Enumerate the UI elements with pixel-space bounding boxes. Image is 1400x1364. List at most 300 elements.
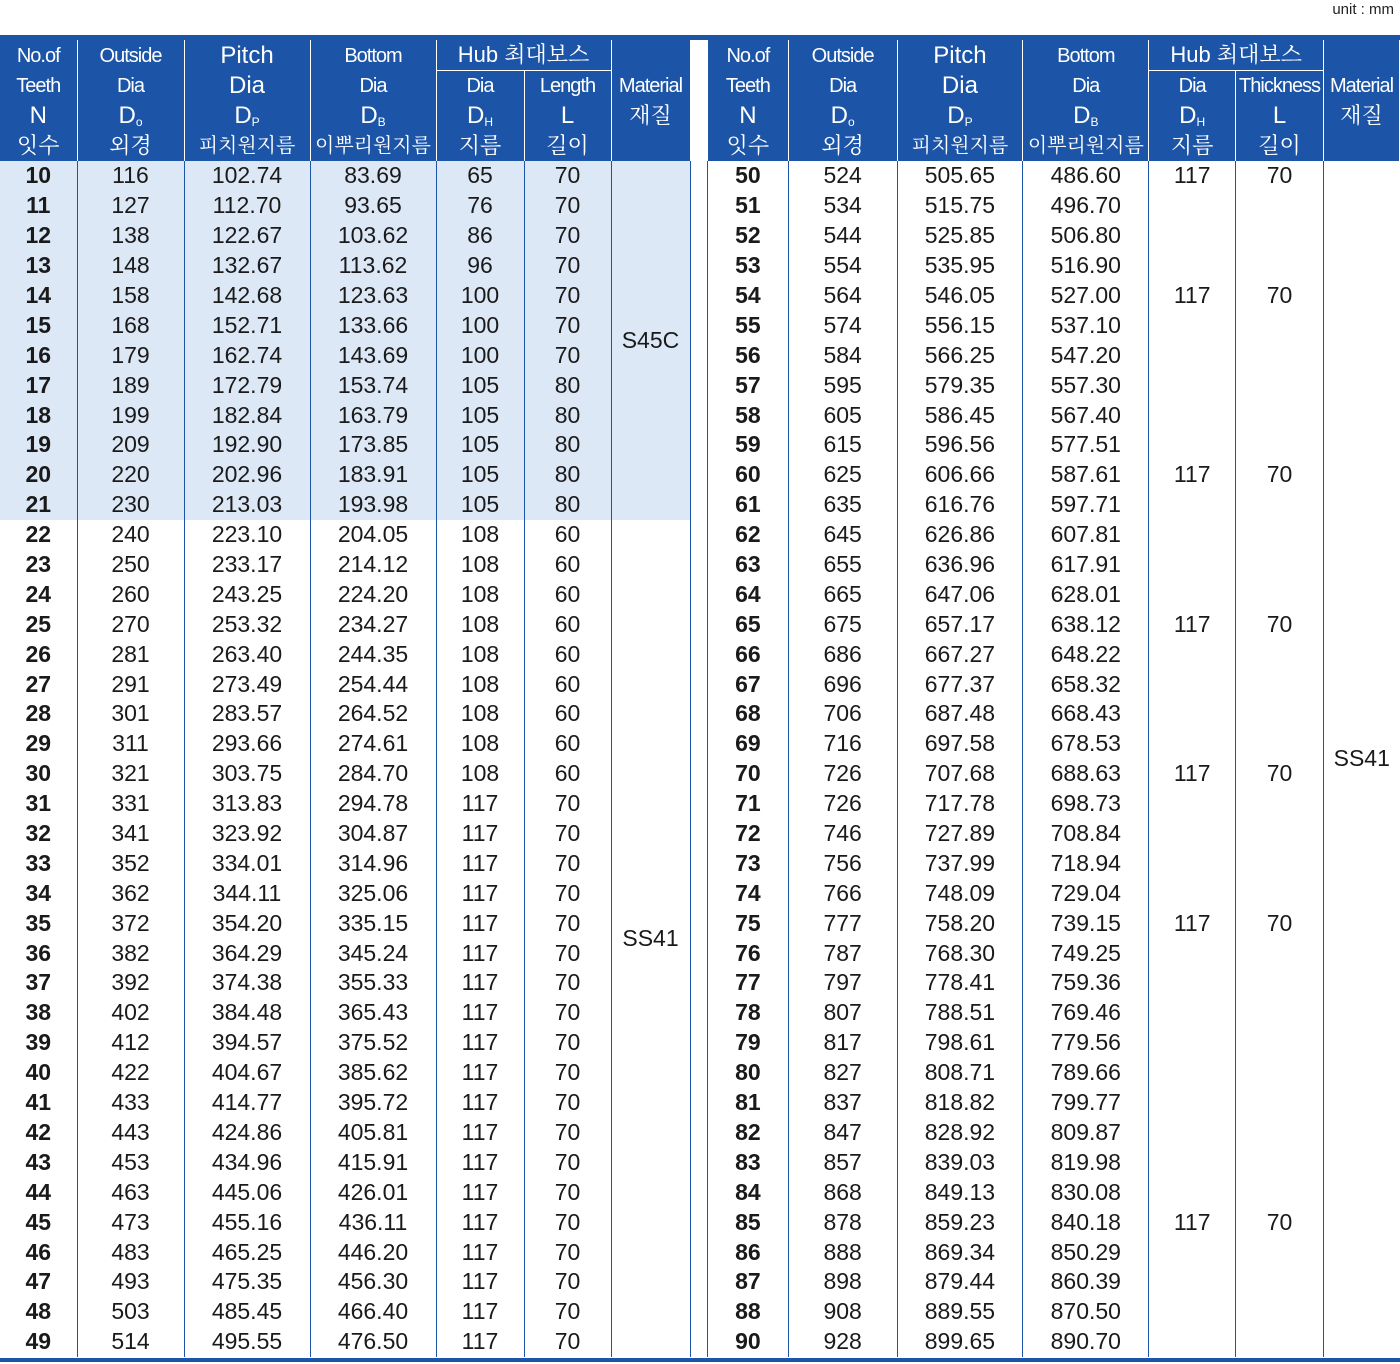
outside-dia-cell: 199: [77, 400, 184, 430]
outside-dia-cell: 127: [77, 191, 184, 221]
bottom-dia-cell: 385.62: [310, 1058, 436, 1088]
hub-length-cell: 60: [524, 729, 611, 759]
hub-dia-cell: [1149, 251, 1236, 281]
teeth-cell: 17: [0, 370, 77, 400]
bottom-dia-cell: 860.39: [1023, 1267, 1149, 1297]
hub-length-cell: [1236, 819, 1324, 849]
pitch-dia-cell: 455.16: [184, 1207, 310, 1237]
teeth-cell: 63: [708, 550, 789, 580]
pitch-dia-cell: 202.96: [184, 460, 310, 490]
teeth-cell: 62: [708, 520, 789, 550]
teeth-cell: 16: [0, 340, 77, 370]
teeth-cell: 84: [708, 1177, 789, 1207]
teeth-cell: 87: [708, 1267, 789, 1297]
pitch-dia-cell: 263.40: [184, 639, 310, 669]
teeth-cell: 27: [25, 670, 52, 697]
header-material: Material 재질: [1324, 40, 1400, 161]
pitch-dia-cell: 535.95: [897, 251, 1023, 281]
hub-dia-cell: 108: [436, 759, 524, 789]
teeth-cell: 36: [25, 939, 52, 966]
pitch-dia-cell: 727.89: [897, 819, 1023, 849]
outside-dia-cell: 311: [77, 729, 184, 759]
hub-length-cell: 70: [524, 819, 611, 849]
hub-dia-cell: [1149, 520, 1236, 550]
hub-dia-cell: [1149, 789, 1236, 819]
hub-dia-cell: 105: [436, 490, 524, 520]
bottom-dia-cell: 204.05: [310, 520, 436, 550]
teeth-cell: 68: [708, 699, 789, 729]
pitch-dia-cell: 869.34: [897, 1237, 1023, 1267]
teeth-cell: 45: [25, 1208, 52, 1235]
hub-length-cell: 70: [524, 1327, 611, 1357]
table-row: [0, 310, 690, 340]
table-row: [0, 1147, 690, 1177]
pitch-dia-cell: 334.01: [184, 848, 310, 878]
header-hub-length: Length L 길이: [524, 71, 611, 162]
table-row: [0, 550, 690, 580]
outside-dia-cell: 584: [788, 340, 897, 370]
teeth-cell: 48: [25, 1298, 52, 1325]
teeth-cell: 61: [708, 490, 789, 520]
pitch-dia-cell: 132.67: [184, 251, 310, 281]
hub-length-cell: 70: [1236, 908, 1324, 938]
pitch-dia-cell: 414.77: [184, 1088, 310, 1118]
outside-dia-cell: 220: [77, 460, 184, 490]
hub-length-cell: 70: [524, 1058, 611, 1088]
bottom-dia-cell: 244.35: [310, 639, 436, 669]
table-row: [708, 639, 1400, 669]
hub-dia-cell: [1149, 1147, 1236, 1177]
outside-dia-cell: 595: [788, 370, 897, 400]
outside-dia-cell: 422: [77, 1058, 184, 1088]
bottom-dia-cell: 274.61: [310, 729, 436, 759]
bottom-dia-cell: 557.30: [1023, 370, 1149, 400]
hub-length-cell: 70: [524, 1237, 611, 1267]
hub-length-cell: 70: [1236, 161, 1324, 191]
hub-dia-cell: 108: [436, 579, 524, 609]
pitch-dia-cell: 566.25: [897, 340, 1023, 370]
hub-dia-cell: [1149, 968, 1236, 998]
outside-dia-cell: 362: [77, 878, 184, 908]
pitch-dia-cell: 808.71: [897, 1058, 1023, 1088]
table-row: [708, 1147, 1400, 1177]
table-row: [708, 1118, 1400, 1148]
teeth-cell: 49: [25, 1328, 52, 1355]
table-row: [0, 490, 690, 520]
hub-length-cell: [1236, 729, 1324, 759]
pitch-dia-cell: 273.49: [184, 669, 310, 699]
teeth-cell: 20: [0, 460, 77, 490]
pitch-dia-cell: 182.84: [184, 400, 310, 430]
hub-length-cell: [1236, 221, 1324, 251]
outside-dia-cell: 382: [77, 938, 184, 968]
outside-dia-cell: 402: [77, 998, 184, 1028]
teeth-cell: 19: [0, 430, 77, 460]
outside-dia-cell: 116: [77, 161, 184, 191]
table-row: [708, 191, 1400, 221]
hub-length-cell: 80: [524, 400, 611, 430]
teeth-cell: 85: [708, 1207, 789, 1237]
hub-dia-cell: 108: [436, 639, 524, 669]
pitch-dia-cell: 495.55: [184, 1327, 310, 1357]
hub-length-cell: [1236, 1267, 1324, 1297]
pitch-dia-cell: 384.48: [184, 998, 310, 1028]
outside-dia-cell: 726: [788, 759, 897, 789]
hub-dia-cell: 117: [1149, 460, 1236, 490]
outside-dia-cell: 827: [788, 1058, 897, 1088]
teeth-cell: 55: [708, 310, 789, 340]
bottom-dia-cell: 809.87: [1023, 1118, 1149, 1148]
teeth-cell: 86: [708, 1237, 789, 1267]
hub-length-cell: [1236, 340, 1324, 370]
table-row: [708, 609, 1400, 639]
bottom-dia-cell: 143.69: [310, 340, 436, 370]
table-row: [0, 1297, 690, 1327]
hub-length-cell: [1236, 400, 1324, 430]
hub-length-cell: 70: [1236, 281, 1324, 311]
table-row: [0, 251, 690, 281]
hub-dia-cell: 117: [436, 1088, 524, 1118]
outside-dia-cell: 250: [77, 550, 184, 580]
hub-dia-cell: [1149, 848, 1236, 878]
pitch-dia-cell: 424.86: [184, 1118, 310, 1148]
teeth-cell: 78: [708, 998, 789, 1028]
table-row: [708, 430, 1400, 460]
header-teeth: No.of Teeth N 잇수: [708, 40, 789, 161]
hub-length-cell: 80: [524, 370, 611, 400]
hub-length-cell: 80: [524, 430, 611, 460]
teeth-cell: 22: [25, 521, 52, 548]
bottom-dia-cell: 234.27: [310, 609, 436, 639]
hub-length-cell: [1236, 1177, 1324, 1207]
teeth-cell: 71: [708, 789, 789, 819]
hub-length-cell: 60: [524, 639, 611, 669]
table-row: [0, 1058, 690, 1088]
hub-dia-cell: 117: [1149, 281, 1236, 311]
hub-length-cell: [1236, 520, 1324, 550]
teeth-cell: 33: [25, 849, 52, 876]
hub-length-cell: [1236, 639, 1324, 669]
teeth-cell: 74: [708, 878, 789, 908]
hub-length-cell: 70: [524, 310, 611, 340]
hub-dia-cell: 117: [436, 1207, 524, 1237]
bottom-dia-cell: 214.12: [310, 550, 436, 580]
outside-dia-cell: 696: [788, 669, 897, 699]
teeth-cell: 15: [0, 310, 77, 340]
hub-dia-cell: 117: [436, 1177, 524, 1207]
pitch-dia-cell: 465.25: [184, 1237, 310, 1267]
hub-dia-cell: [1149, 191, 1236, 221]
hub-length-cell: 70: [524, 908, 611, 938]
pitch-dia-cell: 354.20: [184, 908, 310, 938]
outside-dia-cell: 493: [77, 1267, 184, 1297]
bottom-dia-cell: 456.30: [310, 1267, 436, 1297]
bottom-dia-cell: 587.61: [1023, 460, 1149, 490]
hub-length-cell: 60: [524, 579, 611, 609]
table-row: [0, 430, 690, 460]
header-hub-thickness: Thickness L 길이: [1236, 71, 1324, 162]
hub-dia-cell: 100: [436, 340, 524, 370]
pitch-dia-cell: 707.68: [897, 759, 1023, 789]
table-row: [0, 878, 690, 908]
outside-dia-cell: 514: [77, 1327, 184, 1357]
bottom-dia-cell: 365.43: [310, 998, 436, 1028]
table-row: [0, 908, 690, 938]
outside-dia-cell: 301: [77, 699, 184, 729]
bottom-dia-cell: 547.20: [1023, 340, 1149, 370]
teeth-cell: 75: [708, 908, 789, 938]
pitch-dia-cell: 697.58: [897, 729, 1023, 759]
hub-dia-cell: [1149, 1088, 1236, 1118]
outside-dia-cell: 908: [788, 1297, 897, 1327]
teeth-cell: 81: [708, 1088, 789, 1118]
teeth-cell: 18: [0, 400, 77, 430]
hub-dia-cell: [1149, 221, 1236, 251]
pitch-dia-cell: 737.99: [897, 848, 1023, 878]
table-row: [708, 1207, 1400, 1237]
hub-dia-cell: 117: [436, 1267, 524, 1297]
outside-dia-cell: 189: [77, 370, 184, 400]
hub-length-cell: 70: [524, 968, 611, 998]
teeth-cell: 44: [25, 1178, 52, 1205]
hub-length-cell: 70: [524, 161, 611, 191]
hub-dia-cell: 117: [436, 1297, 524, 1327]
hub-dia-cell: [1149, 1297, 1236, 1327]
pitch-dia-cell: 525.85: [897, 221, 1023, 251]
hub-dia-cell: [1149, 639, 1236, 669]
pitch-dia-cell: 485.45: [184, 1297, 310, 1327]
outside-dia-cell: 898: [788, 1267, 897, 1297]
table-row: [708, 759, 1400, 789]
hub-length-cell: [1236, 579, 1324, 609]
outside-dia-cell: 524: [788, 161, 897, 191]
outside-dia-cell: 686: [788, 639, 897, 669]
outside-dia-cell: 352: [77, 848, 184, 878]
hub-dia-cell: 117: [436, 1118, 524, 1148]
outside-dia-cell: 746: [788, 819, 897, 849]
teeth-cell: 57: [708, 370, 789, 400]
outside-dia-cell: 168: [77, 310, 184, 340]
hub-dia-cell: [1149, 669, 1236, 699]
pitch-dia-cell: 223.10: [184, 520, 310, 550]
hub-length-cell: 70: [524, 878, 611, 908]
hub-length-cell: 70: [524, 848, 611, 878]
bottom-dia-cell: 789.66: [1023, 1058, 1149, 1088]
hub-dia-cell: 117: [436, 968, 524, 998]
hub-length-cell: [1236, 938, 1324, 968]
hub-length-cell: [1236, 998, 1324, 1028]
outside-dia-cell: 817: [788, 1028, 897, 1058]
pitch-dia-cell: 616.76: [897, 490, 1023, 520]
bottom-dia-cell: 466.40: [310, 1297, 436, 1327]
table-row: [708, 400, 1400, 430]
hub-dia-cell: [1149, 340, 1236, 370]
hub-length-cell: [1236, 490, 1324, 520]
table-row: [0, 938, 690, 968]
hub-dia-cell: 108: [436, 550, 524, 580]
hub-dia-cell: [1149, 310, 1236, 340]
outside-dia-cell: 756: [788, 848, 897, 878]
pitch-dia-cell: 849.13: [897, 1177, 1023, 1207]
hub-dia-cell: 105: [436, 400, 524, 430]
table-row: [0, 1237, 690, 1267]
teeth-cell: 34: [25, 879, 52, 906]
teeth-cell: 41: [25, 1089, 52, 1116]
outside-dia-cell: 706: [788, 699, 897, 729]
table-row: [708, 310, 1400, 340]
pitch-dia-cell: 768.30: [897, 938, 1023, 968]
teeth-cell: 88: [708, 1297, 789, 1327]
teeth-cell: 82: [708, 1118, 789, 1148]
outside-dia-cell: 665: [788, 579, 897, 609]
outside-dia-cell: 837: [788, 1088, 897, 1118]
table-row: [708, 579, 1400, 609]
outside-dia-cell: 675: [788, 609, 897, 639]
outside-dia-cell: 138: [77, 221, 184, 251]
table-row: [0, 1327, 690, 1357]
outside-dia-cell: 433: [77, 1088, 184, 1118]
outside-dia-cell: 473: [77, 1207, 184, 1237]
hub-dia-cell: [1149, 1237, 1236, 1267]
hub-dia-cell: [1149, 1267, 1236, 1297]
bottom-dia-cell: 698.73: [1023, 789, 1149, 819]
teeth-cell: 60: [708, 460, 789, 490]
bottom-dia-cell: 769.46: [1023, 998, 1149, 1028]
material-cell: S45C: [611, 161, 690, 520]
outside-dia-cell: 453: [77, 1147, 184, 1177]
hub-length-cell: 70: [524, 1177, 611, 1207]
table-row: [0, 819, 690, 849]
outside-dia-cell: 777: [788, 908, 897, 938]
pitch-dia-cell: 142.68: [184, 281, 310, 311]
outside-dia-cell: 392: [77, 968, 184, 998]
hub-length-cell: 70: [524, 340, 611, 370]
table-row: [708, 251, 1400, 281]
hub-length-cell: [1236, 191, 1324, 221]
pitch-dia-cell: 677.37: [897, 669, 1023, 699]
hub-length-cell: 60: [524, 669, 611, 699]
table-row: [708, 161, 1400, 191]
teeth-cell: 46: [25, 1238, 52, 1265]
bottom-dia-cell: 830.08: [1023, 1177, 1149, 1207]
pitch-dia-cell: 253.32: [184, 609, 310, 639]
hub-dia-cell: 100: [436, 281, 524, 311]
teeth-cell: 13: [0, 251, 77, 281]
pitch-dia-cell: 758.20: [897, 908, 1023, 938]
teeth-cell: 21: [0, 490, 77, 520]
hub-dia-cell: 117: [436, 819, 524, 849]
hub-length-cell: 70: [1236, 609, 1324, 639]
bottom-dia-cell: 658.32: [1023, 669, 1149, 699]
header-pitch-dia: Pitch Dia $D_P$ 피치원지름: [184, 40, 310, 161]
table-row: [0, 281, 690, 311]
outside-dia-cell: 230: [77, 490, 184, 520]
bottom-dia-cell: 133.66: [310, 310, 436, 340]
bottom-dia-cell: 597.71: [1023, 490, 1149, 520]
teeth-cell: 47: [25, 1268, 52, 1295]
teeth-cell: 40: [25, 1059, 52, 1086]
hub-length-cell: [1236, 669, 1324, 699]
table-row: [708, 998, 1400, 1028]
hub-length-cell: [1236, 878, 1324, 908]
bottom-dia-cell: 819.98: [1023, 1147, 1149, 1177]
hub-dia-cell: 117: [1149, 908, 1236, 938]
teeth-cell: 59: [708, 430, 789, 460]
bottom-dia-cell: 355.33: [310, 968, 436, 998]
header-outside-dia: Outside Dia $D_o$ 외경: [77, 40, 184, 161]
table-row: [708, 370, 1400, 400]
bottom-dia-cell: 123.63: [310, 281, 436, 311]
hub-dia-cell: [1149, 729, 1236, 759]
outside-dia-cell: 888: [788, 1237, 897, 1267]
outside-dia-cell: 615: [788, 430, 897, 460]
teeth-cell: 83: [708, 1147, 789, 1177]
pitch-dia-cell: 243.25: [184, 579, 310, 609]
table-row: [0, 1207, 690, 1237]
outside-dia-cell: 158: [77, 281, 184, 311]
bottom-dia-cell: 395.72: [310, 1088, 436, 1118]
bottom-dia-cell: 314.96: [310, 848, 436, 878]
hub-length-cell: [1236, 1028, 1324, 1058]
outside-dia-cell: 766: [788, 878, 897, 908]
hub-dia-cell: 117: [436, 1237, 524, 1267]
table-row: [708, 878, 1400, 908]
outside-dia-cell: 868: [788, 1177, 897, 1207]
bottom-dia-cell: 850.29: [1023, 1237, 1149, 1267]
pitch-dia-cell: 899.65: [897, 1327, 1023, 1357]
table-row: [708, 1088, 1400, 1118]
teeth-cell: 56: [708, 340, 789, 370]
teeth-cell: 54: [708, 281, 789, 311]
bottom-dia-cell: 264.52: [310, 699, 436, 729]
teeth-cell: 90: [708, 1327, 789, 1357]
hub-length-cell: [1236, 1058, 1324, 1088]
hub-length-cell: [1236, 310, 1324, 340]
table-row: [0, 669, 690, 699]
hub-length-cell: 70: [524, 191, 611, 221]
pitch-dia-cell: 313.83: [184, 789, 310, 819]
outside-dia-cell: 787: [788, 938, 897, 968]
outside-dia-cell: 341: [77, 819, 184, 849]
table-row: [708, 550, 1400, 580]
pitch-dia-cell: 364.29: [184, 938, 310, 968]
bottom-dia-cell: 870.50: [1023, 1297, 1149, 1327]
bottom-dia-cell: 426.01: [310, 1177, 436, 1207]
pitch-dia-cell: 778.41: [897, 968, 1023, 998]
outside-dia-cell: 331: [77, 789, 184, 819]
outside-dia-cell: 847: [788, 1118, 897, 1148]
hub-dia-cell: 105: [436, 370, 524, 400]
teeth-cell: 35: [25, 909, 52, 936]
pitch-dia-cell: 879.44: [897, 1267, 1023, 1297]
bottom-dia-cell: 93.65: [310, 191, 436, 221]
header-hub: Hub 최대보스: [1149, 40, 1324, 71]
header-teeth: No.of Teeth N 잇수: [0, 40, 77, 161]
bottom-dia-cell: 436.11: [310, 1207, 436, 1237]
pitch-dia-cell: 283.57: [184, 699, 310, 729]
hub-length-cell: [1236, 1327, 1324, 1357]
hub-length-cell: [1236, 789, 1324, 819]
material-cell: SS41: [611, 520, 690, 1357]
teeth-cell: 79: [708, 1028, 789, 1058]
hub-dia-cell: 100: [436, 310, 524, 340]
teeth-cell: 69: [708, 729, 789, 759]
hub-length-cell: 70: [524, 1088, 611, 1118]
teeth-cell: 80: [708, 1058, 789, 1088]
outside-dia-cell: 321: [77, 759, 184, 789]
outside-dia-cell: 291: [77, 669, 184, 699]
pitch-dia-cell: 172.79: [184, 370, 310, 400]
